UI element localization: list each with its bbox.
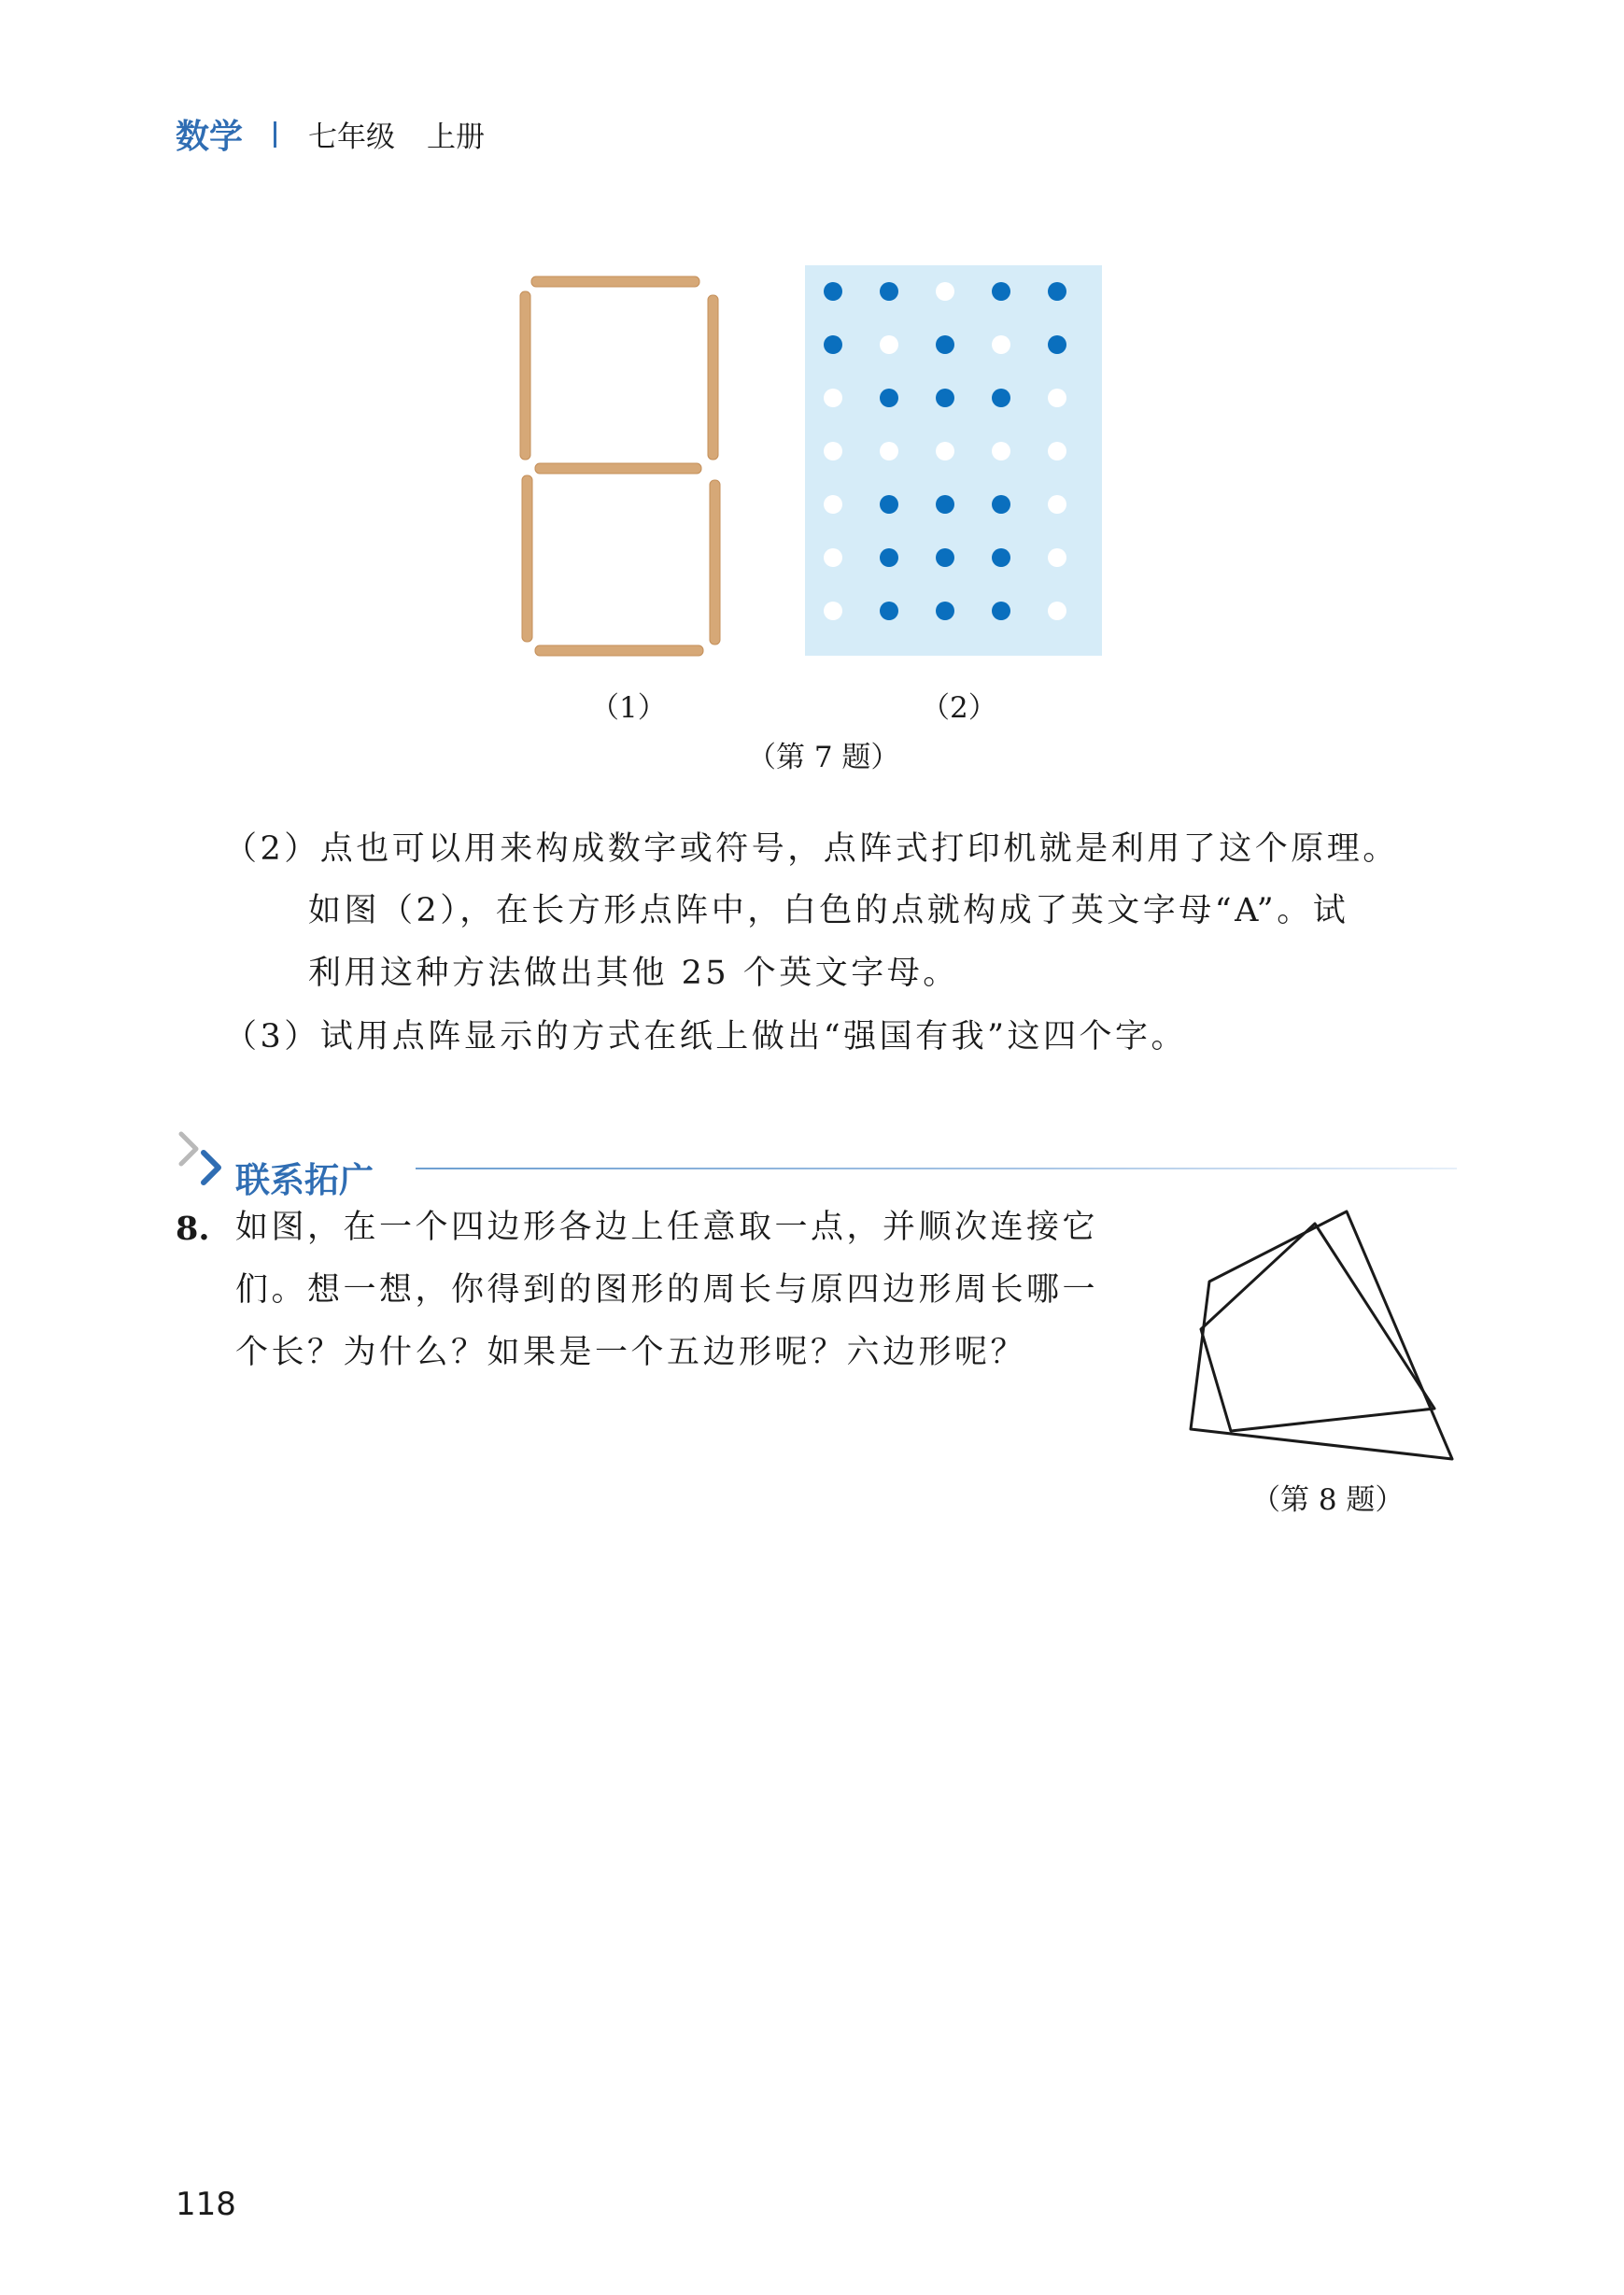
dot-dark <box>880 548 898 567</box>
dot-matrix-grid <box>805 265 1102 656</box>
matchstick-bottom <box>535 645 703 656</box>
dot-white <box>824 442 842 460</box>
dot-white <box>992 335 1010 354</box>
dot-dark <box>936 389 954 407</box>
dot-white <box>936 282 954 301</box>
figure-label-1: （1） <box>590 691 667 725</box>
header-divider <box>274 121 276 148</box>
matchstick-top <box>531 276 699 287</box>
figure-8-caption: （第 8 题） <box>1251 1483 1405 1517</box>
dot-white <box>1048 442 1066 460</box>
q7-part2-line3: 利用这种方法做出其他 25 个英文字母。 <box>308 955 959 992</box>
dot-dark <box>992 389 1010 407</box>
dot-dark <box>1048 335 1066 354</box>
header-book-volume: 上册 <box>427 120 485 154</box>
matchstick-middle <box>535 463 701 474</box>
q7-part2-line2: 如图（2），在长方形点阵中，白色的点就构成了英文字母“A”。试 <box>308 892 1349 929</box>
dot-white <box>936 442 954 460</box>
header-grade: 七年级 <box>308 120 395 154</box>
dot-dark <box>992 282 1010 301</box>
dot-white <box>1048 389 1066 407</box>
figure-label-2: （2） <box>921 691 997 725</box>
inner-quadrilateral <box>1201 1224 1434 1431</box>
dot-white <box>992 442 1010 460</box>
section-title: 联系拓广 <box>235 1160 374 1200</box>
dot-dark <box>936 602 954 620</box>
q8-line2: 们。想一想，你得到的图形的周长与原四边形周长哪一 <box>235 1271 1099 1309</box>
dot-dark <box>992 495 1010 514</box>
dot-white <box>824 602 842 620</box>
dot-dark <box>824 282 842 301</box>
dot-dark <box>824 335 842 354</box>
dot-dark <box>992 548 1010 567</box>
matchstick-upper-left <box>520 291 530 460</box>
quadrilateral-figure <box>1177 1196 1466 1466</box>
dot-white <box>824 389 842 407</box>
dot-white <box>824 495 842 514</box>
dot-white <box>880 335 898 354</box>
q7-part3-line1: （3）试用点阵显示的方式在纸上做出“强国有我”这四个字。 <box>224 1018 1188 1055</box>
dot-dark <box>936 335 954 354</box>
dot-white <box>824 548 842 567</box>
dot-white <box>1048 548 1066 567</box>
question-8-number: 8. <box>176 1210 210 1248</box>
matchstick-lower-left <box>522 475 532 642</box>
matchstick-figure <box>518 275 724 658</box>
dot-dark <box>936 548 954 567</box>
dot-white <box>1048 495 1066 514</box>
dot-dark <box>880 495 898 514</box>
matchstick-upper-right <box>708 295 718 460</box>
section-divider <box>416 1168 1457 1169</box>
dot-dark <box>880 282 898 301</box>
dot-dark <box>1048 282 1066 301</box>
dot-dark <box>992 602 1010 620</box>
page-number: 118 <box>176 2186 236 2223</box>
matchstick-lower-right <box>710 480 720 645</box>
dot-white <box>1048 602 1066 620</box>
q7-part2-line1: （2）点也可以用来构成数字或符号，点阵式打印机就是利用了这个原理。 <box>224 830 1399 868</box>
dot-white <box>880 442 898 460</box>
figure-7-caption: （第 7 题） <box>747 741 900 774</box>
dot-dark <box>936 495 954 514</box>
q8-line1: 如图，在一个四边形各边上任意取一点，并顺次连接它 <box>235 1209 1099 1246</box>
dot-dark <box>880 389 898 407</box>
header-subject: 数学 <box>176 118 244 156</box>
dot-dark <box>880 602 898 620</box>
q8-line3: 个长？为什么？如果是一个五边形呢？六边形呢？ <box>235 1334 1027 1371</box>
section-chevron-icon <box>176 1130 232 1188</box>
